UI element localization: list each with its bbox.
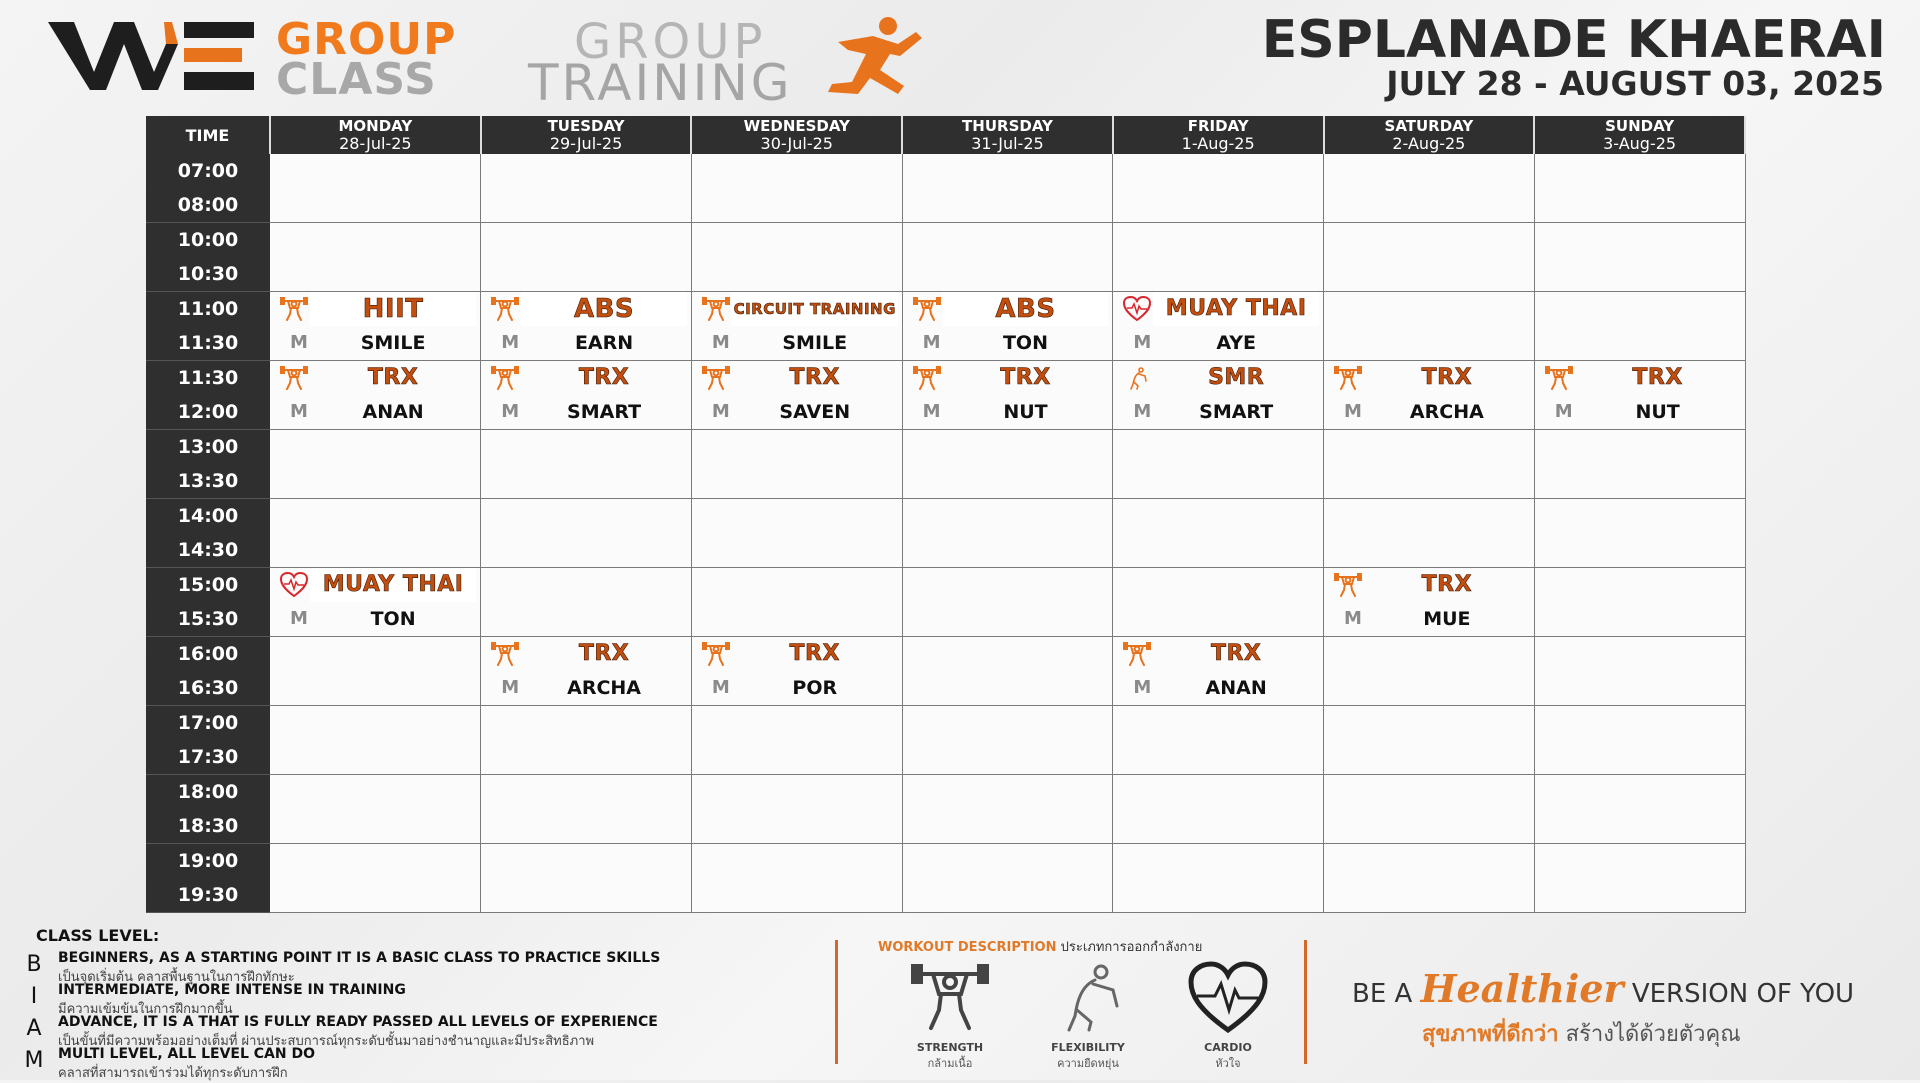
level-description-th: คลาสที่สามารถเข้าร่วมได้ทุกระดับการฝึก [58, 1066, 288, 1081]
day-header-sunday [1534, 116, 1745, 154]
time-cell [146, 706, 270, 775]
level-description-en: ADVANCE, IT IS A THAT IS FULLY READY PASSED ALL LEVELS OF EXPERIENCE [58, 1014, 658, 1030]
class-entry[interactable] [692, 361, 902, 429]
flexibility-icon [1123, 365, 1151, 391]
class-name: TRX [1421, 365, 1473, 390]
day-name: SATURDAY [1384, 116, 1474, 135]
strength-icon [491, 641, 519, 667]
strength-icon [702, 365, 730, 391]
time-slot-row [146, 844, 1745, 913]
we-logo-icon [48, 14, 258, 94]
level-description-th: เป็นขั้นที่มีความพร้อมอย่างเต็มที่ ผ่านประสบการณ์ทุกระดับชั้นมาอย่างชำนาญและมีประสิทธิภาพ [58, 1034, 595, 1049]
schedule-cell [1324, 844, 1535, 913]
day-name: THURSDAY [962, 116, 1053, 135]
trainer-name: SMART [1199, 401, 1274, 423]
class-name: MUAY THAI [310, 568, 476, 602]
day-name: SUNDAY [1605, 116, 1675, 135]
trainer-name: AYE [1216, 332, 1256, 354]
flexibility-label-en: FLEXIBILITY [1051, 1041, 1125, 1054]
day-header-row [146, 116, 1745, 154]
schedule-cell [902, 361, 1113, 430]
time-cell [146, 844, 270, 913]
class-name: TRX [789, 365, 840, 390]
class-entry[interactable] [1113, 361, 1323, 429]
time-cell [146, 430, 270, 499]
schedule-cell [691, 706, 902, 775]
class-name: TRX [1210, 641, 1262, 666]
class-entry[interactable] [1113, 637, 1323, 705]
slogan-pre: BE A [1352, 979, 1413, 1009]
strength-icon [1334, 572, 1362, 598]
level-description-en: INTERMEDIATE, MORE INTENSE IN TRAINING [58, 982, 406, 998]
schedule-cell [1113, 775, 1324, 844]
schedule-cell [1113, 637, 1324, 706]
schedule-cell [902, 292, 1113, 361]
class-level: M [501, 401, 520, 422]
class-level: M [1344, 401, 1362, 422]
schedule-cell [270, 775, 481, 844]
slogan-post: VERSION OF YOU [1631, 979, 1855, 1009]
strength-icon [702, 296, 730, 322]
time-end: 18:30 [177, 815, 239, 837]
strength-label-en: STRENGTH [916, 1041, 984, 1054]
class-level-legend [22, 924, 802, 1080]
schedule-cell [1113, 292, 1324, 361]
schedule-cell [1324, 223, 1535, 292]
schedule-cell [1534, 775, 1745, 844]
slogan [1352, 960, 1912, 1060]
time-start: 14:00 [177, 505, 239, 527]
time-cell [146, 775, 270, 844]
schedule-cell [270, 430, 481, 499]
level-multi [22, 1046, 802, 1081]
time-end: 11:30 [177, 332, 239, 354]
time-start: 19:00 [177, 850, 239, 872]
schedule-cell [481, 844, 692, 913]
schedule-cell [270, 361, 481, 430]
time-slot-row [146, 706, 1745, 775]
time-start: 11:00 [177, 298, 239, 320]
day-header-monday [270, 116, 481, 154]
class-level: M [711, 332, 730, 353]
schedule-cell [1113, 568, 1324, 637]
schedule-cell [481, 637, 692, 706]
schedule-cell [481, 775, 692, 844]
strength-icon [913, 296, 941, 322]
schedule-cell [270, 499, 481, 568]
class-level: M [1133, 332, 1152, 353]
schedule-cell [902, 568, 1113, 637]
trainer-name: SMILE [360, 332, 426, 354]
class-level: M [501, 677, 520, 698]
schedule-cell [902, 844, 1113, 913]
schedule-cell [270, 568, 481, 637]
cardio-icon [1187, 960, 1269, 1036]
schedule-cell [1324, 154, 1535, 223]
workout-title-th: ประเภทการออกกำลังกาย [1060, 940, 1203, 955]
strength-icon [491, 296, 519, 322]
day-header-wednesday [691, 116, 902, 154]
time-slot-row [146, 499, 1745, 568]
schedule-cell [481, 706, 692, 775]
cardio-label-en: CARDIO [1204, 1041, 1252, 1054]
time-cell [146, 361, 270, 430]
trainer-name: NUT [1635, 401, 1680, 423]
trainer-name: POR [792, 677, 838, 699]
level-letter: I [30, 984, 38, 1009]
trainer-name: SMART [567, 401, 642, 423]
class-level: M [1133, 677, 1152, 698]
time-cell [146, 637, 270, 706]
schedule-cell [1113, 361, 1324, 430]
schedule-cell [1534, 223, 1745, 292]
class-entry[interactable] [270, 361, 480, 429]
level-description-en: BEGINNERS, AS A STARTING POINT IT IS A BASIC CLASS TO PRACTICE SKILLS [58, 950, 661, 966]
schedule-cell [1113, 499, 1324, 568]
day-date: 30-Jul-25 [760, 133, 833, 153]
time-end: 17:30 [177, 746, 239, 768]
schedule-cell [481, 223, 692, 292]
title-class: CLASS [276, 54, 437, 105]
schedule-cell [270, 706, 481, 775]
schedule-cell [1324, 568, 1535, 637]
schedule-cell [1534, 292, 1745, 361]
trainer-name: TON [370, 608, 416, 630]
time-slot-row [146, 361, 1745, 430]
slogan-en [1352, 966, 1854, 1011]
class-level: M [922, 401, 941, 422]
class-level: M [290, 332, 308, 353]
strength-icon [913, 365, 941, 391]
workout-title-en: WORKOUT DESCRIPTION [878, 940, 1057, 955]
strength-icon [1545, 365, 1573, 391]
slogan-th-orange: สุขภาพที่ดีกว่า [1422, 1022, 1559, 1047]
header [0, 0, 1920, 112]
time-cell [146, 568, 270, 637]
level-letter: B [26, 952, 42, 977]
schedule-cell [691, 637, 902, 706]
schedule-cell [691, 223, 902, 292]
time-start: 17:00 [177, 712, 239, 734]
time-slot-row [146, 154, 1745, 223]
time-cell [146, 223, 270, 292]
cardio-icon [1123, 296, 1151, 322]
flexibility-label-th: ความยืดหยุ่น [1057, 1057, 1119, 1070]
strength-label-th: กล้ามเนื้อ [927, 1057, 973, 1070]
workout-title [878, 936, 1202, 957]
class-name: TRX [1000, 365, 1051, 390]
class-name: ABS [943, 292, 1109, 326]
schedule-cell [481, 430, 692, 499]
day-date: 29-Jul-25 [549, 133, 623, 153]
strength-icon [280, 365, 308, 391]
slogan-th [1422, 1016, 1741, 1051]
strength-icon [702, 641, 730, 667]
level-letter: A [26, 1016, 42, 1041]
schedule-cell [1113, 223, 1324, 292]
time-start: 16:00 [177, 643, 239, 665]
class-entry[interactable] [903, 361, 1113, 429]
class-level: M [290, 401, 308, 422]
time-slot-row [146, 430, 1745, 499]
schedule-cell [1534, 568, 1745, 637]
time-cell [146, 292, 270, 361]
level-description-en: MULTI LEVEL, ALL LEVEL CAN DO [58, 1046, 315, 1062]
day-name: MONDAY [338, 116, 413, 135]
time-start: 10:00 [177, 229, 239, 251]
trainer-name: TON [1002, 332, 1048, 354]
trainer-name: ANAN [362, 401, 424, 423]
schedule-cell [691, 568, 902, 637]
schedule-cell [1534, 706, 1745, 775]
divider-left [835, 940, 838, 1064]
schedule-cell [481, 154, 692, 223]
schedule-cell [1534, 844, 1745, 913]
title-group-outline: GROUP [574, 14, 767, 70]
time-header: TIME [146, 116, 270, 154]
level-intermediate [22, 982, 802, 1017]
day-header-thursday [902, 116, 1113, 154]
schedule-cell [1324, 430, 1535, 499]
schedule-cell [1534, 499, 1745, 568]
schedule-cell [481, 292, 692, 361]
day-header-saturday [1324, 116, 1535, 154]
trainer-name: ARCHA [567, 677, 641, 699]
schedule-cell [270, 844, 481, 913]
date-range: JULY 28 - AUGUST 03, 2025 [1386, 64, 1884, 103]
schedule-cell [1324, 361, 1535, 430]
schedule-cell [1534, 361, 1745, 430]
time-end: 08:00 [177, 194, 239, 216]
time-end: 15:30 [177, 608, 239, 630]
class-name: ABS [521, 292, 687, 326]
time-start: 11:30 [177, 367, 239, 389]
day-header-tuesday [481, 116, 692, 154]
cardio-icon [280, 572, 308, 598]
schedule-cell [1324, 637, 1535, 706]
schedule-cell [902, 706, 1113, 775]
schedule-cell [691, 292, 902, 361]
class-entry[interactable] [1324, 361, 1534, 429]
schedule-table [146, 116, 1746, 913]
schedule-cell [902, 499, 1113, 568]
class-name: TRX [578, 641, 630, 666]
venue-name: ESPLANADE KHAERAI [1261, 10, 1886, 70]
cardio-label-th: หัวใจ [1215, 1057, 1241, 1070]
workout-strength [890, 960, 1010, 1080]
class-entry[interactable] [481, 637, 691, 705]
schedule-cell [902, 637, 1113, 706]
title-group-orange: GROUP [276, 14, 457, 65]
trainer-name: SAVEN [779, 401, 851, 423]
workout-flexibility [1028, 960, 1148, 1080]
class-level: M [711, 401, 730, 422]
trainer-name: ARCHA [1409, 401, 1484, 423]
class-name: HIIT [310, 292, 476, 326]
day-date: 28-Jul-25 [339, 133, 412, 153]
schedule-cell [270, 292, 481, 361]
divider-right [1304, 940, 1307, 1064]
time-start: 07:00 [177, 160, 239, 182]
time-end: 12:00 [177, 401, 239, 423]
class-entry[interactable] [481, 361, 691, 429]
schedule-cell [270, 154, 481, 223]
time-slot-row [146, 223, 1745, 292]
trainer-name: SMILE [782, 332, 848, 354]
schedule-cell [691, 430, 902, 499]
time-start: 13:00 [177, 436, 239, 458]
day-header-friday [1113, 116, 1324, 154]
schedule-cell [270, 637, 481, 706]
class-name: TRX [789, 641, 840, 666]
class-level: M [922, 332, 941, 353]
trainer-name: ANAN [1205, 677, 1267, 699]
class-entry[interactable] [1113, 292, 1323, 360]
strength-icon [1334, 365, 1362, 391]
day-date: 31-Jul-25 [971, 133, 1044, 153]
class-name: CIRCUIT TRAINING [732, 292, 898, 326]
class-entry[interactable] [270, 568, 480, 636]
class-entry[interactable] [481, 292, 691, 360]
class-level-title: CLASS LEVEL: [36, 926, 160, 945]
flexibility-icon [1047, 960, 1129, 1036]
level-beginner [22, 950, 802, 985]
time-slot-row [146, 568, 1745, 637]
schedule-cell [481, 568, 692, 637]
schedule-cell [1113, 430, 1324, 499]
workout-description [878, 934, 1298, 1080]
strength-icon [909, 960, 991, 1036]
time-start: 18:00 [177, 781, 239, 803]
schedule-cell [481, 361, 692, 430]
schedule-cell [1113, 844, 1324, 913]
class-entry[interactable] [903, 292, 1113, 360]
schedule-cell [902, 430, 1113, 499]
class-level: M [1344, 608, 1362, 629]
strength-icon [1123, 641, 1151, 667]
time-end: 13:30 [177, 470, 239, 492]
schedule-cell [1113, 154, 1324, 223]
time-cell [146, 499, 270, 568]
class-level: M [711, 677, 730, 698]
time-slot-row [146, 292, 1745, 361]
schedule-cell [1534, 430, 1745, 499]
schedule-cell [691, 361, 902, 430]
class-entry[interactable] [692, 637, 902, 705]
class-name: SMR [1208, 365, 1265, 390]
level-advance [22, 1014, 802, 1049]
schedule-cell [902, 154, 1113, 223]
time-start: 15:00 [177, 574, 239, 596]
day-name: WEDNESDAY [743, 116, 850, 135]
class-name: TRX [1421, 572, 1473, 597]
time-end: 10:30 [177, 263, 239, 285]
class-name: TRX [367, 365, 419, 390]
level-letter: M [24, 1048, 44, 1073]
time-slot-row [146, 775, 1745, 844]
schedule-cell [481, 499, 692, 568]
schedule-cell [1113, 706, 1324, 775]
day-date: 3-Aug-25 [1603, 133, 1677, 153]
class-name: TRX [1632, 365, 1683, 390]
class-name: MUAY THAI [1153, 292, 1319, 326]
schedule-cell [1324, 775, 1535, 844]
time-end: 14:30 [177, 539, 239, 561]
class-entry[interactable] [692, 292, 902, 360]
schedule-cell [691, 499, 902, 568]
class-entry[interactable] [270, 292, 480, 360]
class-level: M [1133, 401, 1152, 422]
slogan-th-rest: สร้างได้ด้วยตัวคุณ [1565, 1022, 1741, 1047]
trainer-name: EARN [574, 332, 634, 354]
class-entry[interactable] [1535, 361, 1745, 429]
strength-icon [491, 365, 519, 391]
schedule-cell [691, 844, 902, 913]
day-date: 1-Aug-25 [1181, 133, 1255, 153]
workout-cardio [1168, 960, 1288, 1080]
day-date: 2-Aug-25 [1392, 133, 1466, 153]
slogan-script: Healthier [1420, 966, 1624, 1011]
time-end: 19:30 [177, 884, 239, 906]
schedule-cell [1324, 292, 1535, 361]
class-level: M [290, 608, 308, 629]
class-entry[interactable] [1324, 568, 1534, 636]
schedule-cell [1324, 706, 1535, 775]
schedule-cell [270, 223, 481, 292]
day-name: FRIDAY [1187, 116, 1249, 135]
time-slot-row [146, 637, 1745, 706]
class-level: M [501, 332, 520, 353]
schedule-cell [1534, 637, 1745, 706]
level-description-th: เป็นจุดเริ่มต้น คลาสพื้นฐานในการฝึกทักษะ [58, 970, 295, 985]
class-level: M [1554, 401, 1573, 422]
schedule-cell [902, 223, 1113, 292]
trainer-name: NUT [1003, 401, 1048, 423]
schedule-cell [902, 775, 1113, 844]
time-cell [146, 154, 270, 223]
time-end: 16:30 [177, 677, 239, 699]
title-training: TRAINING [528, 54, 793, 112]
schedule-cell [1324, 499, 1535, 568]
strength-icon [280, 296, 308, 322]
schedule-cell [691, 154, 902, 223]
class-name: TRX [578, 365, 630, 390]
runner-icon [818, 14, 930, 100]
level-description-th: มีความเข้มข้นในการฝึกมากขึ้น [58, 1002, 233, 1017]
trainer-name: MUE [1423, 608, 1471, 630]
schedule-cell [1534, 154, 1745, 223]
day-name: TUESDAY [547, 116, 625, 135]
schedule-cell [691, 775, 902, 844]
